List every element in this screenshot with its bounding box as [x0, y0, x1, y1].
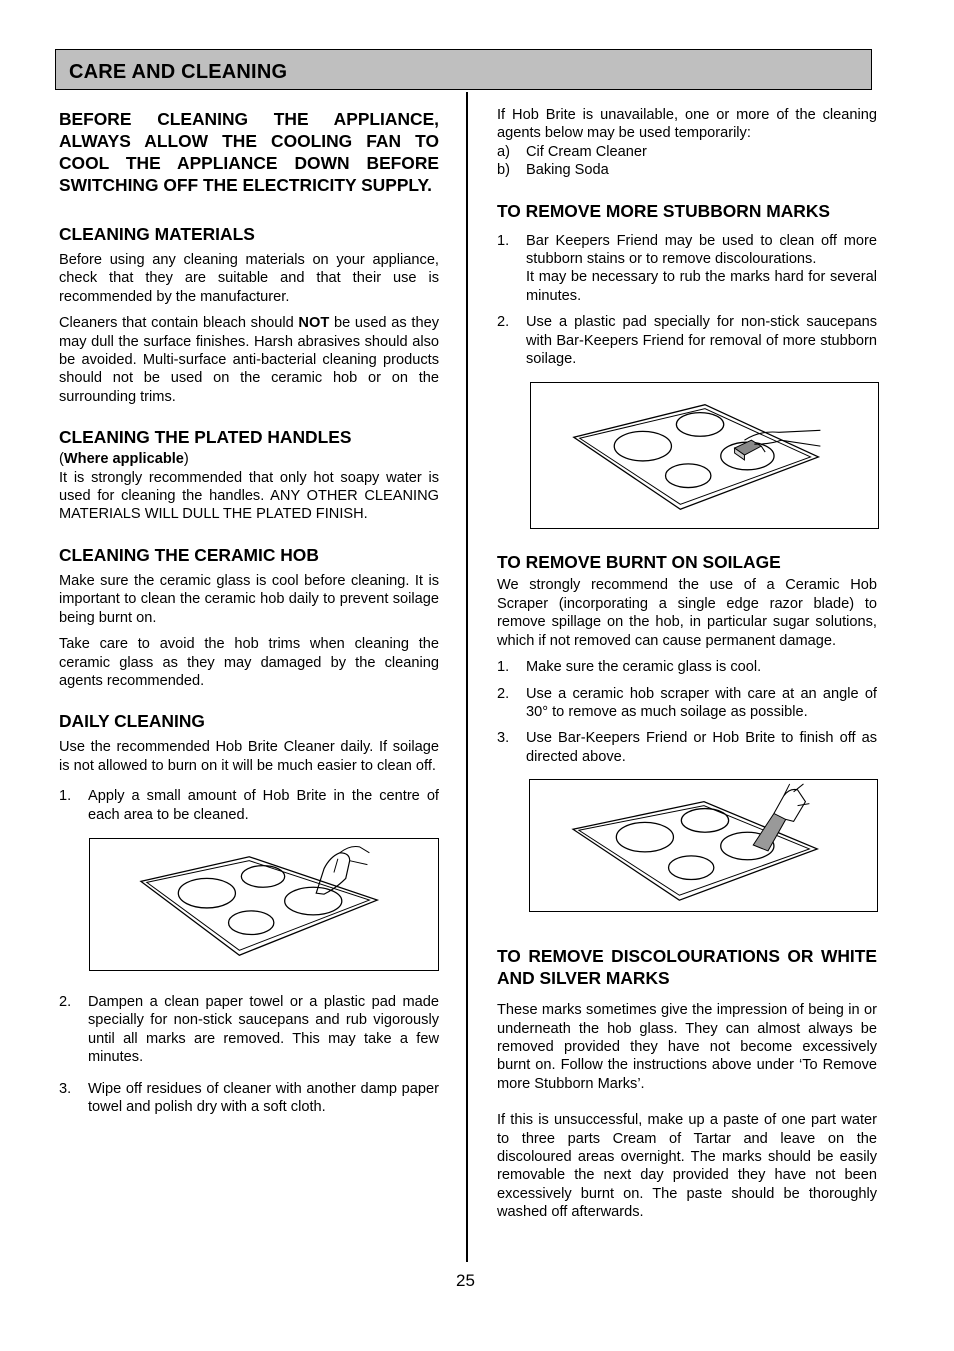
stubborn-marks-steps [497, 232, 877, 369]
hob-figure-scraper [529, 779, 878, 912]
cleaning-materials-heading: CLEANING MATERIALS [59, 224, 255, 244]
list-item: 2. Dampen a clean paper towel or a plastic pad made specially for non-stick saucepans and rub vigorously until all marks are removed. This may take a few minutes. [59, 993, 439, 1066]
left-column [59, 108, 439, 1124]
discolourations-p1: These marks sometimes give the impression of being in or underneath the hob glass. They can almost always be removed provided they have not become excessively burnt on. Follow the instructions above under ‘To Remove more Stubborn Marks’. [497, 1002, 877, 1092]
stubborn-marks-heading: TO REMOVE MORE STUBBORN MARKS [497, 200, 831, 221]
plated-handles-text: (Where applicable) It is strongly recommended that only hot soapy water is used for cleaning the handles. ANY OTHER CLEANING MATERIALS WILL DULL THE PLATED FINISH. [59, 451, 439, 523]
daily-cleaning-steps-continued [59, 993, 439, 1116]
list-item: 3. Use Bar-Keepers Friend or Hob Brite to finish off as directed above. [497, 730, 877, 765]
burnt-soilage-steps [497, 658, 877, 766]
hob-illustration [530, 780, 877, 911]
cleaning-materials-p1: Before using any cleaning materials on your appliance, check that they are suitable and that their use is recommended by the manufacturer. [59, 252, 439, 305]
page-header [55, 49, 872, 90]
list-item: b) Baking Soda [497, 162, 609, 179]
hob-figure-apply-cleaner [89, 838, 439, 971]
list-item: 1. Apply a small amount of Hob Brite in the centre of each area to be cleaned. [59, 788, 439, 823]
daily-cleaning-steps [59, 787, 439, 824]
burnt-soilage-p1: We strongly recommend the use of a Ceramic Hob Scraper (incorporating a single edge razor blade) to remove spillage on the hob, in particular sugar solutions, which if not removed can cause permanent damage. [497, 577, 877, 649]
list-item: 1. Bar Keepers Friend may be used to clean off more stubborn stains or to remove discolourations. It may be necessary to rub the marks hard for several minutes. [497, 232, 877, 304]
daily-cleaning-heading: DAILY CLEANING [59, 711, 205, 732]
hob-illustration [531, 383, 878, 528]
ceramic-hob-heading: CLEANING THE CERAMIC HOB [59, 544, 319, 565]
page-number: 25 [456, 1271, 475, 1290]
list-item: 3. Wipe off residues of cleaner with another damp paper towel and polish dry with a soft cloth. [59, 1080, 439, 1115]
list-item: 2. Use a plastic pad specially for non-stick saucepans with Bar-Keepers Friend for removal of more stubborn soilage. [497, 314, 877, 368]
page-title: CARE AND CLEANING [69, 61, 288, 83]
right-column [497, 106, 877, 1230]
alternatives-intro: If Hob Brite is unavailable, one or more of the cleaning agents below may be used temporarily: [497, 107, 877, 142]
list-item: a) Cif Cream Cleaner [497, 143, 647, 160]
daily-cleaning-p1: Use the recommended Hob Brite Cleaner daily. If soilage is not allowed to burn on it will be much easier to clean off. [59, 739, 439, 774]
where-applicable-note: Where applicable [63, 451, 184, 468]
hob-illustration [90, 839, 438, 970]
list-item: 2. Use a ceramic hob scraper with care at an angle of 30° to remove as much soilage as possible. [497, 685, 877, 720]
discolourations-p2: If this is unsuccessful, make up a paste of one part water to three parts Cream of Tartar and leave on the discoloured areas overnight. The marks should be easily removable the next day provided they have not been excessively burnt on. The paste should be thoroughly washed off afterwards. [497, 1112, 877, 1221]
ceramic-hob-p2: Take care to avoid the hob trims when cleaning the ceramic glass as they may damaged by the cleaning agents recommended. [59, 636, 439, 689]
safety-warning: BEFORE CLEANING THE APPLIANCE, ALWAYS ALLOW THE COOLING FAN TO COOL THE APPLIANCE DOWN BEFORE SWITCHING OFF THE ELECTRICITY SUPPLY. [59, 109, 439, 195]
burnt-soilage-heading: TO REMOVE BURNT ON SOILAGE [497, 552, 781, 573]
hob-figure-rub-pad [530, 382, 879, 529]
cleaning-materials-p2: Cleaners that contain bleach should NOT be used as they may dull the surface finishes. Harsh abrasives should also be avoided. Multi-surface anti-bacterial cleaning products should not be used on the ceramic hob or on the surrounding trims. [59, 315, 439, 405]
discolourations-heading: TO REMOVE DISCOLOURATIONS OR WHITE AND SILVER MARKS [497, 946, 877, 989]
ceramic-hob-p1: Make sure the ceramic glass is cool before cleaning. It is important to clean the ceramic hob daily to prevent soilage being burnt on. [59, 572, 439, 626]
list-item: 1. Make sure the ceramic glass is cool. [497, 659, 762, 676]
alternative-agents-list [497, 143, 877, 180]
plated-handles-heading: CLEANING THE PLATED HANDLES [59, 427, 352, 448]
column-divider [466, 92, 468, 1262]
